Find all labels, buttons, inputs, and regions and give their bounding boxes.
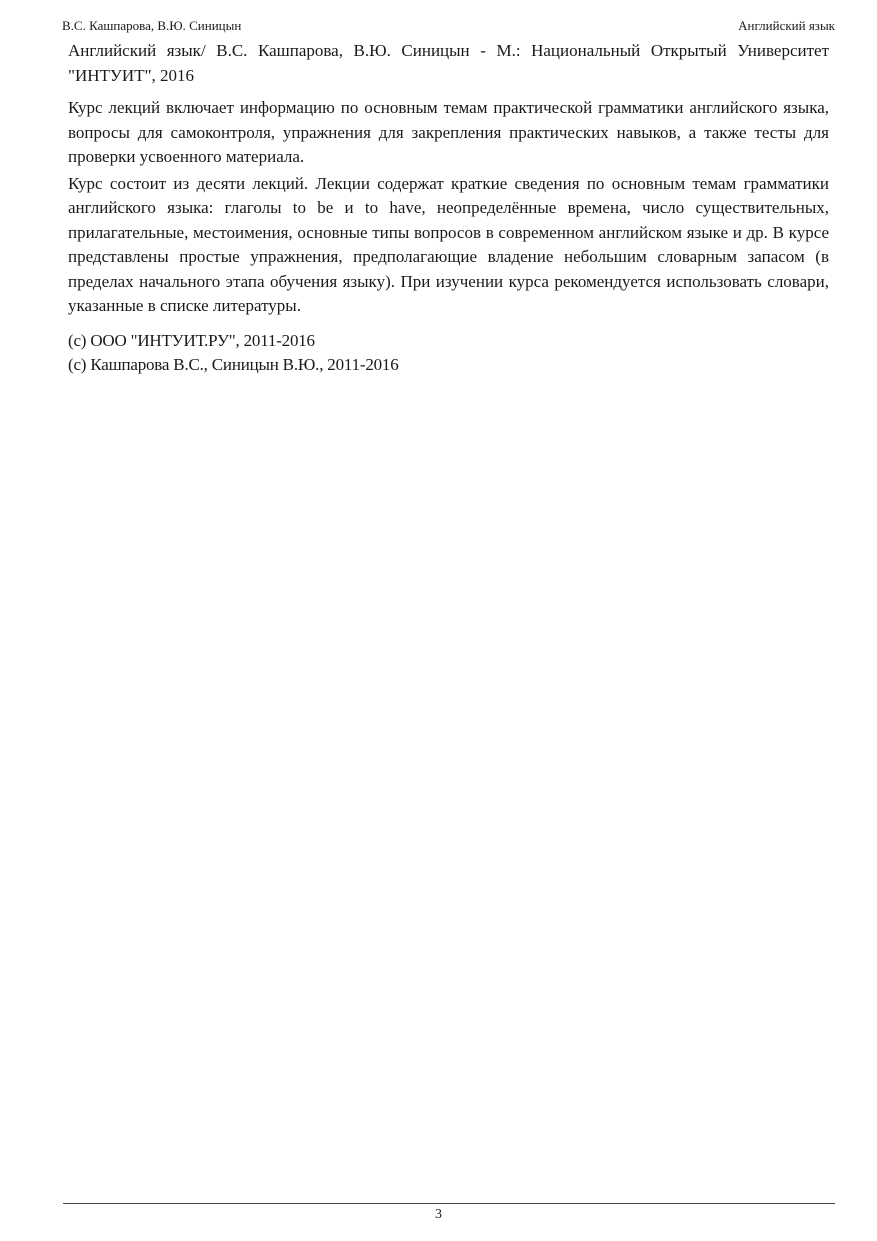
header-subject: Английский язык bbox=[738, 18, 835, 33]
copyright-line-publisher: (c) ООО "ИНТУИТ.РУ", 2011-2016 bbox=[68, 330, 315, 350]
page-body bbox=[68, 39, 829, 378]
running-header bbox=[62, 17, 835, 35]
bibliographic-citation: Английский язык/ В.С. Кашпарова, В.Ю. Синицын - М.: Национальный Открытый Университет "ИНТУИТ", 2016 bbox=[68, 41, 829, 85]
footer-divider bbox=[63, 1203, 835, 1204]
copyright-line-authors: (c) Кашпарова В.С., Синицын В.Ю., 2011-2016 bbox=[68, 355, 399, 374]
abstract-paragraph-1: Курс лекций включает информацию по основным темам практической грамматики английского языка, вопросы для самоконтроля, упражнения для закрепления практических навыков, а также тесты для проверки усвоенного материала. bbox=[68, 98, 829, 166]
header-authors: В.С. Кашпарова, В.Ю. Синицын bbox=[62, 18, 242, 33]
page-number: 3 bbox=[435, 1207, 442, 1222]
abstract-paragraph-2: Курс состоит из десяти лекций. Лекции содержат краткие сведения по основным темам грамматики английского языка: глаголы to be и to have, неопределённые времена, число существительных, прилагательные, местоимения, основные типы вопросов в современном английском языке и др. В курсе представлены простые упражнения, предполагающие владение небольшим словарным запасом (в пределах начального этапа обучения языку). При изучении курса рекомендуется использовать словари, указанные в списке литературы. bbox=[68, 173, 829, 315]
